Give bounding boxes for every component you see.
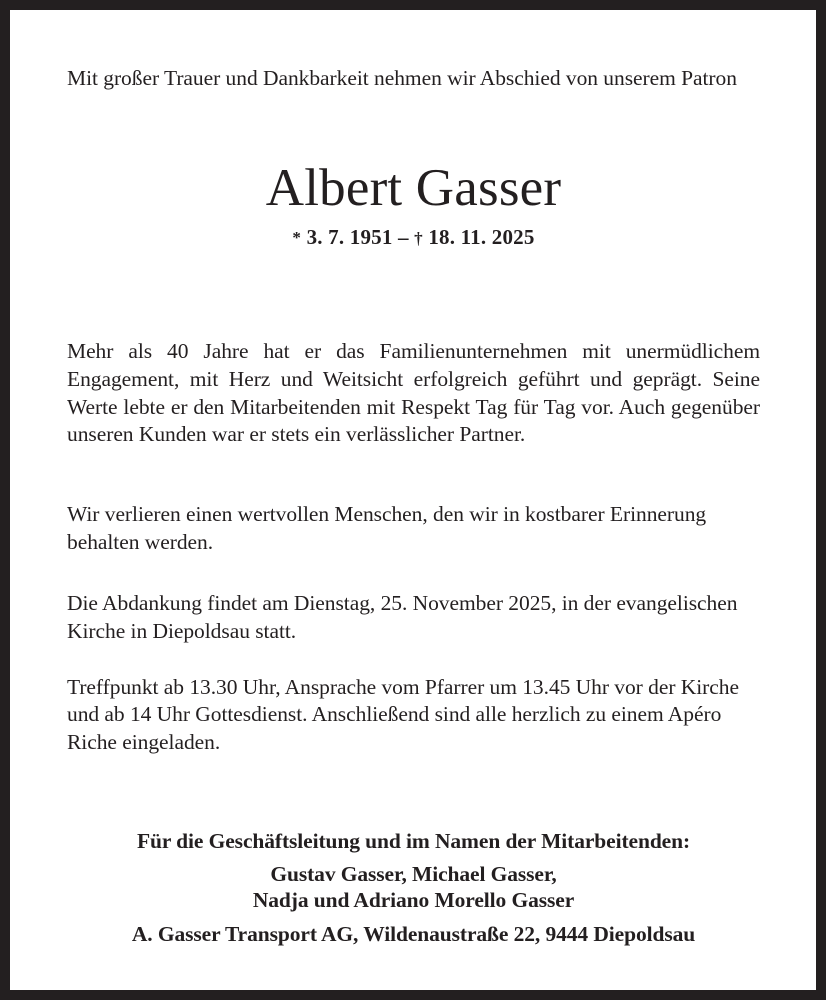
sign-off-names-line-2: Nadja und Adriano Morello Gasser bbox=[252, 888, 575, 913]
notice-inner-panel bbox=[10, 10, 816, 990]
deceased-name-block bbox=[67, 160, 760, 250]
birth-star-icon: * bbox=[292, 228, 302, 248]
sign-off-names-line-1: Gustav Gasser, Michael Gasser, bbox=[270, 861, 557, 886]
opening-statement: Mit großer Trauer und Dankbarkeit nehmen wir Abschied von unserem Patron bbox=[67, 66, 737, 90]
birth-date: 3. 7. 1951 bbox=[306, 225, 393, 250]
spacer bbox=[67, 646, 760, 674]
sign-off-lead: Für die Geschäftsleitung und im Namen der Mitarbeitenden: bbox=[136, 829, 691, 853]
paragraph-loss: Wir verlieren einen wertvollen Menschen, den wir in kostbarer Erinnerung behalten werden. bbox=[67, 502, 707, 555]
death-date: 18. 11. 2025 bbox=[428, 225, 535, 250]
death-cross-icon: † bbox=[414, 229, 423, 249]
paragraph-funeral-service: Die Abdankung findet am Dienstag, 25. November 2025, in der evangelischen Kirche in Diepoldsau statt. bbox=[67, 590, 738, 643]
company-address: A. Gasser Transport AG, Wildenaustraße 22, 9444 Diepoldsau bbox=[131, 922, 696, 946]
sign-off-names bbox=[67, 861, 760, 913]
notice-content bbox=[67, 10, 760, 990]
deceased-name: Albert Gasser bbox=[265, 159, 562, 217]
spacer bbox=[67, 449, 760, 501]
paragraph-meeting-details: Treffpunkt ab 13.30 Uhr, Ansprache vom Pfarrer um 13.45 Uhr vor der Kirche und ab 14 Uhr Gottesdienst. Anschließend sind alle herzlich zu einem Apéro Riche eingeladen. bbox=[67, 674, 739, 755]
body-copy bbox=[67, 338, 760, 757]
sign-off-block bbox=[67, 828, 760, 913]
life-dates bbox=[67, 225, 760, 250]
paragraph-tribute: Mehr als 40 Jahre hat er das Familienunternehmen mit unermüdlichem Engagement, mit Herz und Weitsicht erfolgreich geführt und geprägt. Seine Werte lebte er den Mitarbeitenden mit Respekt Tag für Tag vor. Auch gegenüber unseren Kunden war er stets ein verlässlicher Partner. bbox=[67, 339, 760, 447]
spacer bbox=[67, 557, 760, 590]
date-separator: – bbox=[398, 225, 409, 250]
